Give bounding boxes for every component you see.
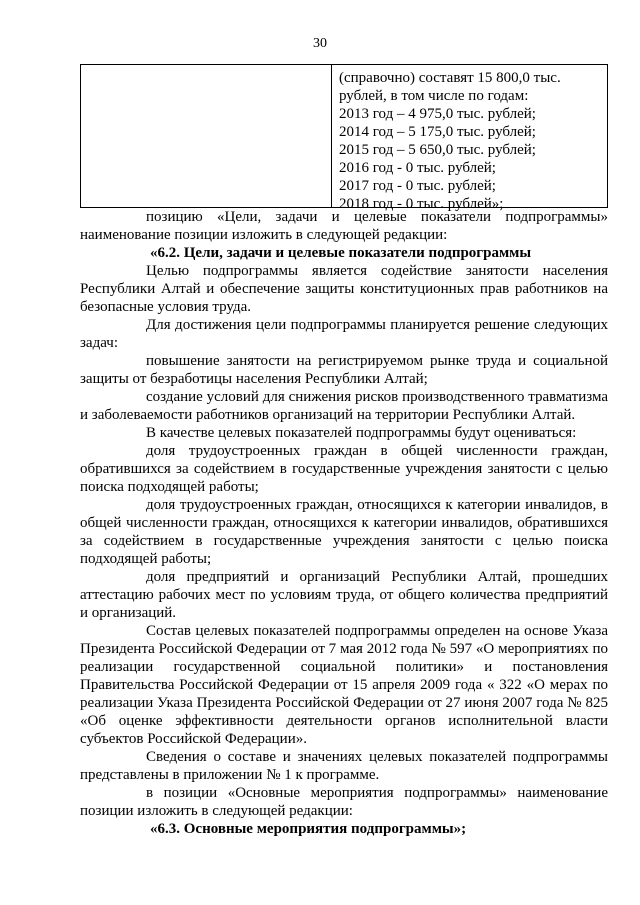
paragraph: Состав целевых показателей подпрограммы определен на основе Указа Президента Российской Федерации от 7 мая 2012 года № 597 «О мероприятиях по реализации государственной социальной политики» и постановления Правительства Российской Федерации от 15 апреля 2009 года « 322 «О мерах по реализации Указа Президента Российской Федерации от 27 июня 2007 года № 825 «Об оценке эффективности деятельности органов исполнительной власти субъектов Российской Федерации». <box>80 623 608 747</box>
table-line: рублей, в том числе по годам: <box>339 88 529 104</box>
paragraph: доля предприятий и организаций Республики Алтай, прошедших аттестацию рабочих мест по условиям труда, от общего количества предприятий и организаций. <box>80 569 608 621</box>
paragraph: доля трудоустроенных граждан, относящихся к категории инвалидов, в общей численности граждан, относящихся к категории инвалидов, обратившихся за содействием в государственные учреждения занятости с целью поиска подходящей работы; <box>80 497 608 567</box>
table-line: 2016 год - 0 тыс. рублей; <box>339 160 496 176</box>
paragraph: доля трудоустроенных граждан в общей численности граждан, обратившихся за содействием в государственные учреждения занятости с целью поиска подходящей работы; <box>80 443 608 495</box>
paragraph: Сведения о составе и значениях целевых показателей подпрограммы представлены в приложении № 1 к программе. <box>80 749 608 783</box>
page-number: 30 <box>313 36 327 51</box>
document-body <box>80 208 608 838</box>
table-left-cell <box>81 65 331 207</box>
paragraph: создание условий для снижения рисков производственного травматизма и заболеваемости работников организаций на территории Республики Алтай. <box>80 389 608 423</box>
table-line: 2013 год – 4 975,0 тыс. рублей; <box>339 106 536 122</box>
paragraph: Целью подпрограммы является содействие занятости населения Республики Алтай и обеспечение защиты конституционных прав работников на безопасные условия труда. <box>80 263 608 315</box>
table-line: 2018 год - 0 тыс. рублей»; <box>339 196 504 212</box>
paragraph: повышение занятости на регистрируемом рынке труда и социальной защиты от безработицы населения Республики Алтай; <box>80 353 608 387</box>
budget-table <box>80 64 608 212</box>
paragraph: Для достижения цели подпрограммы планируется решение следующих задач: <box>80 317 608 351</box>
table-line: 2015 год – 5 650,0 тыс. рублей; <box>339 142 536 158</box>
paragraph: позицию «Цели, задачи и целевые показатели подпрограммы» наименование позиции изложить в следующей редакции: <box>80 209 608 243</box>
section-heading: «6.2. Цели, задачи и целевые показатели подпрограммы <box>150 245 532 261</box>
section-heading: «6.3. Основные мероприятия подпрограммы»; <box>150 821 467 837</box>
table-right-cell <box>339 69 601 213</box>
table-column-divider <box>331 65 332 207</box>
table-line: (справочно) составят 15 800,0 тыс. <box>339 70 561 86</box>
table-line: 2017 год - 0 тыс. рублей; <box>339 178 496 194</box>
table-line: 2014 год – 5 175,0 тыс. рублей; <box>339 124 536 140</box>
paragraph: В качестве целевых показателей подпрограммы будут оцениваться: <box>146 425 577 441</box>
paragraph: в позиции «Основные мероприятия подпрограммы» наименование позиции изложить в следующей редакции: <box>80 785 608 819</box>
